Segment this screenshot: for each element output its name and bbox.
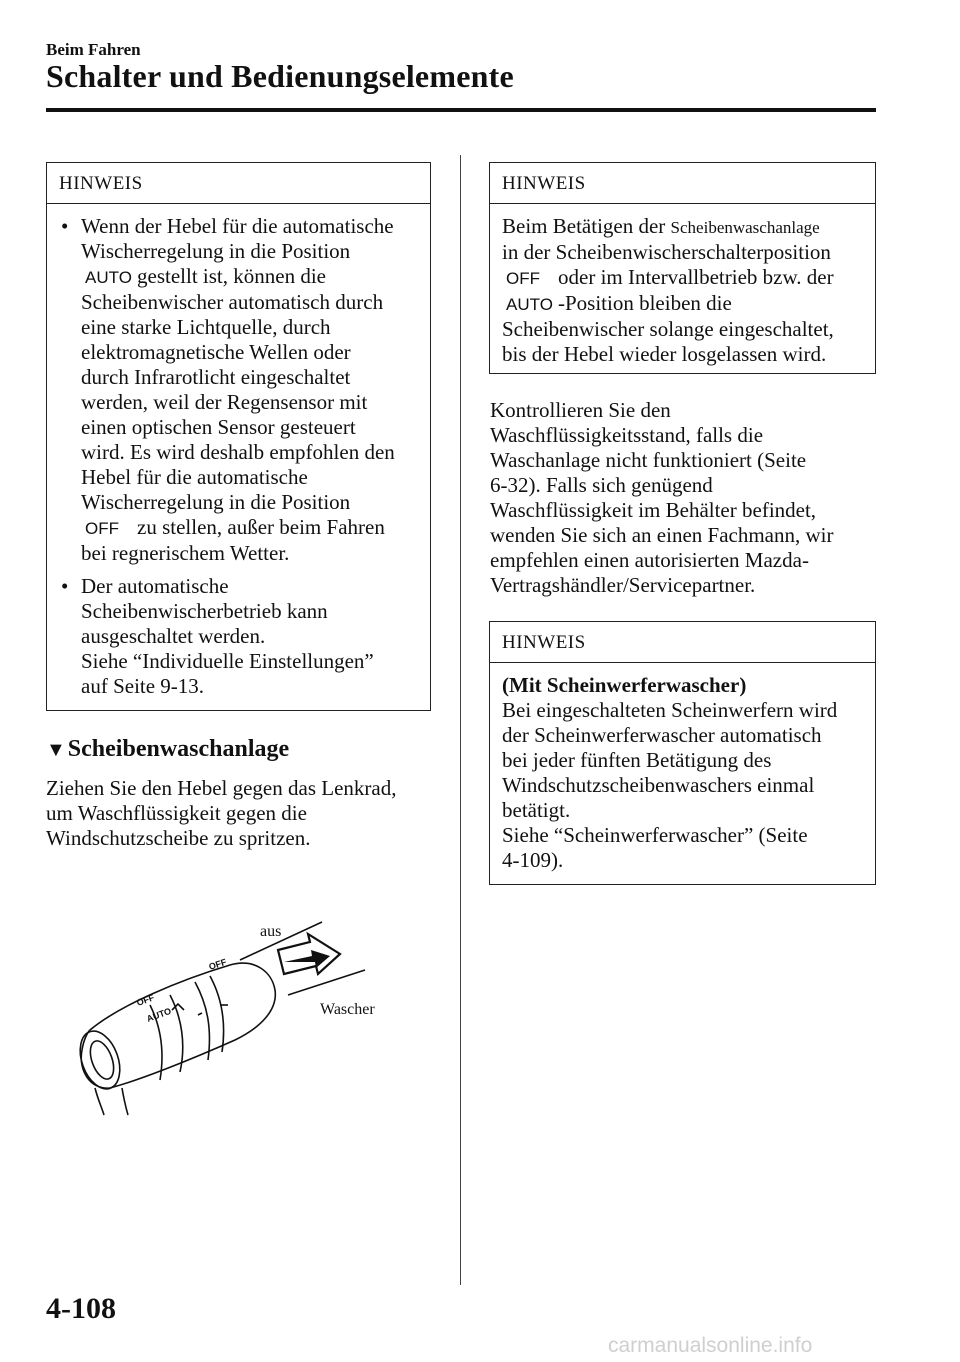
note-line: bis der Hebel wieder losgelassen wird. [502, 342, 827, 366]
svg-text:AUTO: AUTO [145, 1005, 173, 1024]
note-line: bei regnerischem Wetter. [81, 541, 290, 565]
wascher-label: Wascher [320, 1001, 375, 1018]
note-line: Wischerregelung in die Position [81, 239, 351, 263]
pull-arrow-icon [278, 934, 340, 974]
page-number: 4-108 [46, 1292, 116, 1325]
note-subheading: (Mit Scheinwerferwascher) [502, 673, 747, 697]
note-heading: HINWEIS [490, 622, 875, 663]
note-bullet [59, 214, 418, 566]
note-line: bei jeder fünften Betätigung des [502, 748, 772, 772]
note-line: OFF oder im Intervallbetrieb bzw. der [502, 265, 863, 291]
note-body [490, 204, 875, 377]
note-line: Siehe “Individuelle Einstellungen” [81, 649, 374, 673]
off-symbol: OFF [506, 269, 540, 288]
note-line: durch Infrarotlicht eingeschaltet [81, 365, 351, 389]
note-heading: HINWEIS [47, 163, 430, 204]
column-divider [460, 155, 461, 1285]
auto-symbol: AUTO [506, 295, 553, 314]
note-line: in der Scheibenwischerschalterposition [502, 240, 831, 264]
note-body [490, 663, 875, 883]
note-line: werden, weil der Regensensor mit [81, 390, 368, 414]
auto-symbol: AUTO [85, 268, 132, 287]
note-box-headlight-washer [489, 621, 876, 885]
note-line: Beim Betätigen der Scheibenwaschanlage [502, 214, 820, 238]
note-line: der Scheinwerferwascher automatisch [502, 723, 822, 747]
note-line: Scheibenwischer solange eingeschaltet, [502, 317, 834, 341]
note-line: Scheibenwischer automatisch durch [81, 290, 384, 314]
washer-paragraph: Ziehen Sie den Hebel gegen das Lenkrad, um Waschflüssigkeit gegen die Windschutzscheibe zu spritzen. [46, 776, 397, 850]
note-heading: HINWEIS [490, 163, 875, 204]
note-body [47, 204, 430, 717]
note-line: Siehe “Scheinwerferwascher” (Seite [502, 823, 808, 847]
section-heading: ▼Scheibenwaschanlage [46, 736, 290, 762]
note-line: betätigt. [502, 798, 571, 822]
note-line: Scheibenwischerbetrieb kann [81, 599, 328, 623]
bullet-icon: • [61, 574, 69, 598]
note-line: eine starke Lichtquelle, durch [81, 315, 331, 339]
header-rule [46, 108, 876, 112]
note-line: wird. Es wird deshalb empfohlen den [81, 440, 395, 464]
note-box-washer-operation [489, 162, 876, 374]
note-line: auf Seite 9-13. [81, 674, 205, 698]
note-line: Hebel für die automatische [81, 465, 308, 489]
wiper-lever-illustration [60, 910, 400, 1120]
note-line: OFF zu stellen, außer beim Fahren [81, 515, 418, 541]
note-bullet [59, 574, 418, 699]
note-line: Wischerregelung in die Position [81, 490, 351, 514]
note-line: Wenn der Hebel für die automatische [81, 214, 394, 238]
aus-label: aus [260, 923, 282, 940]
site-watermark[interactable]: carmanualsonline.info [608, 1334, 813, 1357]
bullet-icon: • [61, 214, 69, 238]
note-line: AUTO gestellt ist, können die [81, 264, 418, 290]
note-line: Windschutzscheibenwaschers einmal [502, 773, 815, 797]
note-line: 4-109). [502, 848, 564, 872]
page-title: Schalter und Bedienungselemente [46, 58, 514, 94]
off-symbol: OFF [85, 519, 119, 538]
fluid-level-paragraph: Kontrollieren Sie den Waschflüssigkeitsstand, falls die Waschanlage nicht funktioniert (Seite 6-32). Falls sich genügend Waschflüssigkeit im Behälter befindet, wenden Sie sich an einen Fachmann, wir empfehlen einen autorisierten Mazda- Vertragshändler/Servicepartner. [490, 398, 834, 597]
note-line: einen optischen Sensor gesteuert [81, 415, 356, 439]
svg-text:OFF: OFF [135, 992, 156, 1008]
section-label: Beim Fahren [46, 40, 141, 59]
note-line: Der automatische [81, 574, 229, 598]
note-line: AUTO -Position bleiben die [502, 291, 863, 317]
note-line: Bei eingeschalteten Scheinwerfern wird [502, 698, 838, 722]
note-box-auto-wiper [46, 162, 431, 711]
triangle-down-icon: ▼ [46, 739, 66, 761]
note-line: ausgeschaltet werden. [81, 624, 266, 648]
note-line: elektromagnetische Wellen oder [81, 340, 351, 364]
svg-text:OFF: OFF [207, 956, 228, 972]
